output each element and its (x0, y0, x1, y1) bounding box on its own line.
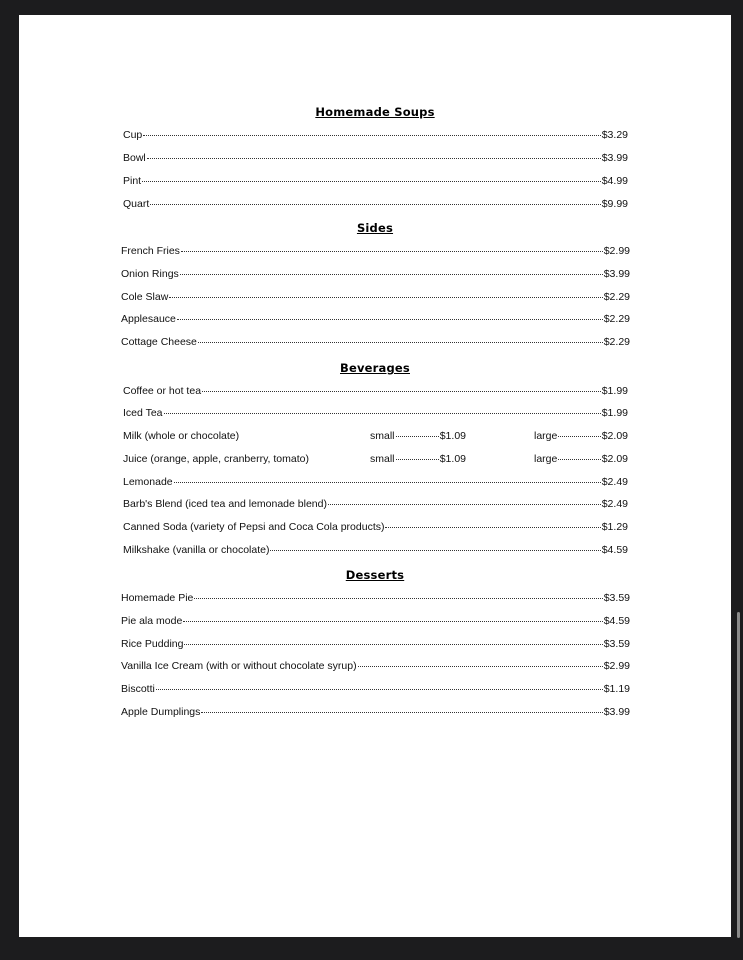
item-name: Applesauce (121, 313, 176, 325)
item-price: $9.99 (601, 198, 628, 210)
item-name: French Fries (121, 245, 180, 257)
item-name: Barb's Blend (iced tea and lemonade blend) (123, 498, 327, 510)
size-label: small (370, 430, 395, 442)
item-price: $4.59 (603, 615, 630, 627)
size-price: $1.09 (439, 430, 466, 442)
dot-leader (143, 135, 600, 136)
menu-item-pint (123, 175, 628, 189)
menu-item-canned-soda (123, 521, 628, 535)
dot-leader (164, 413, 601, 414)
menu-item-apple-dumplings (121, 706, 630, 720)
size-label: large (534, 453, 558, 465)
menu-item-rice-pudding (121, 638, 630, 652)
item-name: Rice Pudding (121, 638, 184, 650)
dot-leader (174, 482, 601, 483)
dot-leader (194, 598, 602, 599)
dot-leader (202, 391, 601, 392)
item-name: Onion Rings (121, 268, 179, 280)
item-name: Homemade Pie (121, 592, 194, 604)
menu-item-milkshake (123, 544, 628, 558)
size-label: large (534, 430, 558, 442)
dot-leader (180, 274, 603, 275)
item-name: Bowl (123, 152, 146, 164)
menu-item-lemonade (123, 476, 628, 490)
dot-leader (358, 666, 603, 667)
item-price: $1.99 (601, 407, 628, 419)
dot-leader (156, 689, 603, 690)
scrollbar[interactable] (737, 612, 740, 938)
heading-beverages: Beverages (340, 361, 410, 375)
item-price: $2.29 (603, 291, 630, 303)
menu-item-milk (123, 430, 353, 444)
item-price: $1.19 (603, 683, 630, 695)
item-name: Pie ala mode (121, 615, 183, 627)
item-price: $2.99 (603, 245, 630, 257)
menu-item-homemade-pie (121, 592, 630, 606)
item-price: $3.59 (603, 638, 630, 650)
dot-leader (270, 550, 600, 551)
menu-item-iced-tea (123, 407, 628, 421)
menu-item-pie-ala-mode (121, 615, 630, 629)
item-price: $2.29 (603, 336, 630, 348)
item-price: $1.29 (601, 521, 628, 533)
dot-leader (558, 459, 600, 460)
dot-leader (177, 319, 603, 320)
item-name: Juice (orange, apple, cranberry, tomato) (123, 453, 309, 465)
dot-leader (184, 644, 602, 645)
size-label: small (370, 453, 395, 465)
item-name: Cup (123, 129, 143, 141)
dot-leader (169, 297, 602, 298)
item-name: Cottage Cheese (121, 336, 197, 348)
menu-item-coffee (123, 385, 628, 399)
size-price: $1.09 (439, 453, 466, 465)
document-page (19, 15, 731, 937)
item-name: Milk (whole or chocolate) (123, 430, 240, 442)
item-name: Iced Tea (123, 407, 163, 419)
dot-leader (385, 527, 600, 528)
item-price: $3.99 (601, 152, 628, 164)
item-price: $3.29 (601, 129, 628, 141)
item-price: $2.49 (601, 498, 628, 510)
menu-item-quart (123, 198, 628, 212)
item-price: $4.59 (601, 544, 628, 556)
heading-desserts: Desserts (345, 568, 405, 582)
item-name: Lemonade (123, 476, 173, 488)
item-name: Vanilla Ice Cream (with or without chocolate syrup) (121, 660, 357, 672)
item-price: $3.99 (603, 706, 630, 718)
dot-leader (396, 436, 439, 437)
dot-leader (150, 204, 600, 205)
item-price: $3.59 (603, 592, 630, 604)
item-price: $2.29 (603, 313, 630, 325)
menu-item-juice (123, 453, 363, 467)
dot-leader (147, 158, 601, 159)
item-price: $2.99 (603, 660, 630, 672)
heading-homemade-soups: Homemade Soups (315, 105, 435, 119)
menu-item-cole-slaw (121, 291, 630, 305)
menu-item-cup (123, 129, 628, 143)
item-name: Milkshake (vanilla or chocolate) (123, 544, 270, 556)
dot-leader (328, 504, 601, 505)
menu-item-bowl (123, 152, 628, 166)
menu-item-biscotti (121, 683, 630, 697)
size-price: $2.09 (601, 430, 628, 442)
menu-item-barbs-blend (123, 498, 628, 512)
dot-leader (396, 459, 439, 460)
item-price: $3.99 (603, 268, 630, 280)
menu-item-french-fries (121, 245, 630, 259)
item-name: Biscotti (121, 683, 155, 695)
item-price: $4.99 (601, 175, 628, 187)
dot-leader (183, 621, 602, 622)
menu-item-cottage-cheese (121, 336, 630, 350)
milk-small-price (370, 430, 466, 444)
item-name: Canned Soda (variety of Pepsi and Coca Cola products) (123, 521, 385, 533)
menu-item-applesauce (121, 313, 630, 327)
juice-large-price (534, 453, 628, 467)
milk-large-price (534, 430, 628, 444)
menu-item-vanilla-ice-cream (121, 660, 630, 674)
item-name: Coffee or hot tea (123, 385, 202, 397)
item-name: Quart (123, 198, 150, 210)
heading-sides: Sides (356, 221, 394, 235)
item-name: Apple Dumplings (121, 706, 201, 718)
size-price: $2.09 (601, 453, 628, 465)
dot-leader (198, 342, 603, 343)
item-price: $1.99 (601, 385, 628, 397)
item-name: Cole Slaw (121, 291, 169, 303)
menu-item-onion-rings (121, 268, 630, 282)
dot-leader (201, 712, 602, 713)
dot-leader (558, 436, 600, 437)
juice-small-price (370, 453, 466, 467)
item-price: $2.49 (601, 476, 628, 488)
dot-leader (142, 181, 601, 182)
dot-leader (181, 251, 603, 252)
item-name: Pint (123, 175, 142, 187)
